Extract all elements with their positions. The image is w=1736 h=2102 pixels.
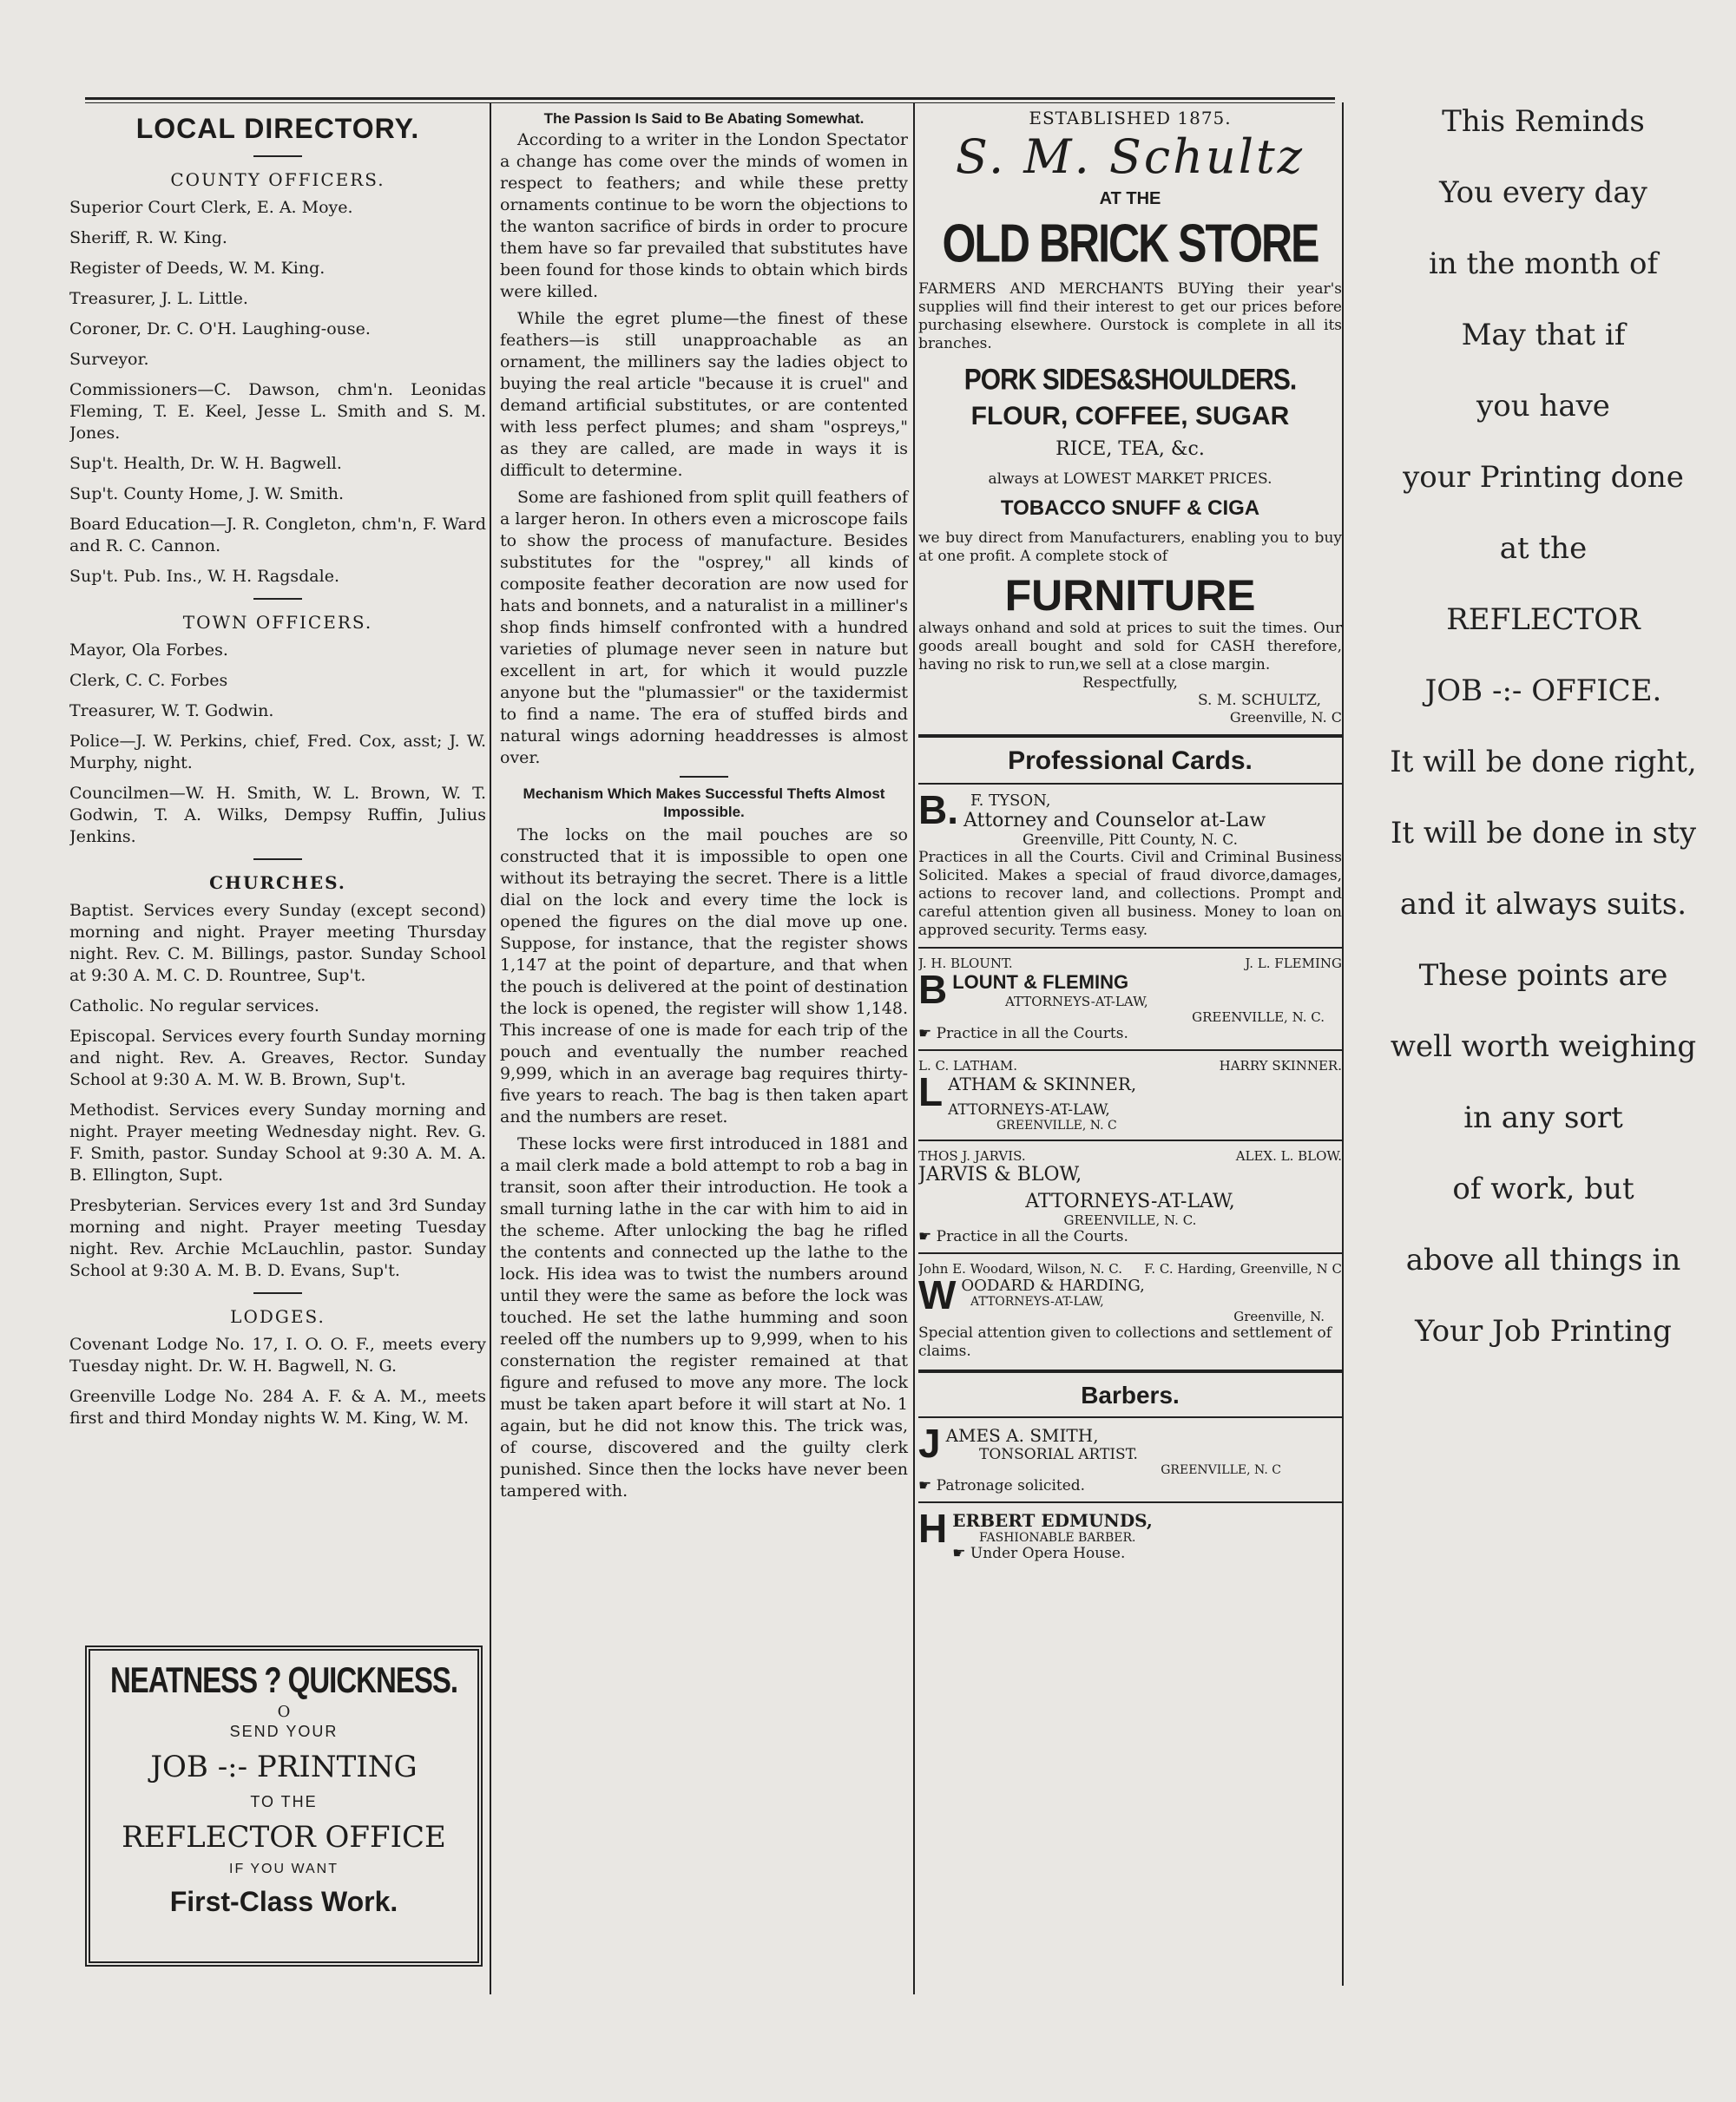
woodard-firm: OODARD & HARDING, bbox=[961, 1277, 1145, 1295]
reflector-reminder-column bbox=[1351, 104, 1736, 1385]
officer-entry: Police—J. W. Perkins, chief, Fred. Cox, asst; J. W. Murphy, night. bbox=[69, 732, 486, 772]
woodard-partner-right: F. C. Harding, Greenville, N C bbox=[1144, 1261, 1342, 1277]
ad-reflector-office: REFLECTOR OFFICE bbox=[122, 1820, 446, 1855]
latham-partner-left: L. C. LATHAM. bbox=[918, 1058, 1017, 1074]
farmers-text: FARMERS AND MERCHANTS BUYing their year's supplies will find their interest to get our prices before purchasing elsewhere. Ourstock is complete in all its branches. bbox=[918, 280, 1342, 352]
tyson-location: Greenville, Pitt County, N. C. bbox=[1022, 831, 1239, 849]
edmunds-title: FASHIONABLE BARBER. bbox=[979, 1531, 1136, 1545]
reminder-line: of work, but bbox=[1452, 1172, 1634, 1206]
church-entry: Catholic. No regular services. bbox=[69, 996, 319, 1015]
jarvis-practice-text: Practice in all the Courts. bbox=[936, 1228, 1128, 1245]
dropcap: L bbox=[918, 1069, 944, 1114]
professional-cards-heading: Professional Cards. bbox=[1008, 746, 1253, 775]
reminder-line: above all things in bbox=[1405, 1243, 1681, 1278]
pork-sides: PORK SIDES&SHOULDERS. bbox=[963, 363, 1297, 397]
lodges-list bbox=[69, 1334, 486, 1429]
latham-firm: ATHAM & SKINNER, bbox=[948, 1074, 1137, 1094]
section-rule bbox=[918, 1049, 1342, 1051]
flour-coffee-sugar: FLOUR, COFFEE, SUGAR bbox=[970, 402, 1290, 430]
old-brick-store: OLD BRICK STORE bbox=[942, 213, 1318, 273]
article-paragraph: These locks were first introduced in 1881 and a mail clerk made a bold attempt to rob a bag in transit, soon after their introduction. He took a small turning lathe in the car with him to aid in the scheme. After unlocking the bag he rifled the contents and connected up the lathe to the lock. His idea was to twist the numbers around until they were the same as before the lock was touched. He set the lathe humming and soon reeled off the numbers up to 9,999, when to his consternation the register remained at that figure and refused to move any more. The lock must be taken apart before it will start at No. 1 again, but he did not know this. The trick was, of course, discovered and the guilty clerk punished. Since then the locks have never been tampered with. bbox=[500, 1134, 908, 1501]
reminder-lines bbox=[1351, 104, 1736, 1349]
edmunds-card bbox=[918, 1506, 1342, 1562]
officer-entry: Commissioners—C. Dawson, chm'n. Leonidas Fleming, T. E. Keel, Jesse L. Smith and S. M. Jones. bbox=[69, 380, 486, 443]
ad-if-you-want: IF YOU WANT bbox=[229, 1862, 339, 1876]
reminder-line: your Printing done bbox=[1403, 460, 1684, 495]
jarvis-firm: JARVIS & BLOW, bbox=[918, 1164, 1082, 1186]
woodard-names bbox=[918, 1261, 1342, 1277]
officer-entry: Mayor, Ola Forbes. bbox=[69, 640, 228, 660]
dropcap: H bbox=[918, 1506, 948, 1551]
woodard-attorneys: ATTORNEYS-AT-LAW, bbox=[970, 1295, 1104, 1309]
reminder-line: May that if bbox=[1461, 318, 1626, 352]
woodard-card bbox=[918, 1261, 1342, 1361]
article-2-body bbox=[496, 824, 911, 1502]
reminder-line: at the bbox=[1499, 531, 1588, 566]
edmunds-location bbox=[918, 1545, 1342, 1562]
church-entry: Methodist. Services every Sunday morning and night. Prayer meeting Wednesday night. Rev. G. F. Smith, pastor. Sunday School at 9:30 A. M. A. B. Ellington, Supt. bbox=[69, 1100, 486, 1185]
dropcap: B bbox=[918, 967, 948, 1012]
divider bbox=[253, 155, 302, 157]
latham-card bbox=[918, 1058, 1342, 1133]
town-officers-list bbox=[69, 640, 486, 848]
blount-location: GREENVILLE, N. C. bbox=[1192, 1009, 1325, 1025]
woodard-text: Special attention given to collections and settlement of claims. bbox=[918, 1324, 1332, 1360]
divider bbox=[253, 858, 302, 860]
buy-direct-text: we buy direct from Manufacturers, enabling you to buy at one profit. A complete stock of bbox=[918, 529, 1342, 565]
column-rule-1 bbox=[490, 102, 491, 1994]
officer-entry: Sup't. Pub. Ins., W. H. Ragsdale. bbox=[69, 567, 339, 586]
reminder-line: It will be done in sty bbox=[1390, 816, 1697, 851]
ad-to-the: TO THE bbox=[250, 1793, 318, 1810]
local-directory-column bbox=[69, 104, 486, 1438]
blount-attorneys: ATTORNEYS-AT-LAW, bbox=[1005, 994, 1148, 1009]
at-the-label: AT THE bbox=[1099, 189, 1161, 208]
tyson-card bbox=[918, 787, 1342, 940]
church-entry: Episcopal. Services every fourth Sunday morning and night. Rev. A. Greaves, Rector. Sunday School at 9:30 A. M. W. B. Brown, Sup't. bbox=[69, 1027, 486, 1089]
section-rule bbox=[918, 734, 1342, 738]
blount-practice bbox=[918, 1025, 1342, 1042]
churches-list bbox=[69, 900, 486, 1282]
jarvis-location: GREENVILLE, N. C. bbox=[1063, 1212, 1197, 1228]
established-line: ESTABLISHED 1875. bbox=[1029, 108, 1232, 128]
jarvis-attorneys: ATTORNEYS-AT-LAW, bbox=[1025, 1191, 1235, 1212]
officer-entry: Sup't. Health, Dr. W. H. Bagwell. bbox=[69, 454, 342, 473]
smith-name: AMES A. SMITH, bbox=[945, 1425, 1099, 1446]
latham-names bbox=[918, 1058, 1342, 1074]
jarvis-names bbox=[918, 1148, 1342, 1164]
advertisements-column bbox=[918, 104, 1342, 1562]
article-paragraph: Some are fashioned from split quill feathers of a larger heron. In others even a microscope fails to show the process of manufacture. Besides substitutes for the "osprey," all kinds of composite feather decoration are now used for hats and bonnets, and a naturalist in a milliner's shop finds himself confronted with a hundred varieties of plumage never seen in nature but excellent in art, for which it would puzzle anyone but the "plumassier" or the taxidermist to find a name. The era of stuffed birds and natural wings adorning headdresses is almost over. bbox=[500, 488, 908, 767]
lodges-heading: LODGES. bbox=[230, 1306, 326, 1327]
dropcap: J bbox=[918, 1421, 941, 1466]
church-entry: Baptist. Services every Sunday (except second) morning and night. Prayer meeting Thursday night. Rev. C. M. Billings, pastor. Sunday School at 9:30 A. M. C. D. Rountree, Sup't. bbox=[69, 901, 486, 985]
divider bbox=[253, 598, 302, 600]
reminder-line: JOB -:- OFFICE. bbox=[1424, 673, 1662, 708]
church-entry: Presbyterian. Services every 1st and 3rd Sunday morning and night. Prayer meeting Tuesday night. Rev. Archie McLauchlin, pastor. Sunday School at 9:30 A. M. B. D. Evans, Sup't. bbox=[69, 1196, 486, 1280]
tobacco-line: TOBACCO SNUFF & CIGA bbox=[1000, 496, 1260, 520]
lowest-prices: always at LOWEST MARKET PRICES. bbox=[988, 470, 1272, 488]
blount-partner-right: J. L. FLEMING bbox=[1245, 956, 1342, 971]
officer-entry: Sheriff, R. W. King. bbox=[69, 228, 227, 247]
section-rule bbox=[918, 1370, 1342, 1373]
latham-location: GREENVILLE, N. C bbox=[996, 1119, 1117, 1133]
section-rule bbox=[918, 947, 1342, 949]
officer-entry: Superior Court Clerk, E. A. Moye. bbox=[69, 198, 353, 217]
section-rule bbox=[918, 1501, 1342, 1503]
section-rule bbox=[918, 1416, 1342, 1418]
tyson-text: Practices in all the Courts. Civil and Criminal Business Solicited. Makes a special of fraud divorce,damages, actions to recover land, and collections. Prompt and careful attention given all business. Money to loan on approved security. Terms easy. bbox=[918, 849, 1342, 939]
section-rule bbox=[918, 1252, 1342, 1254]
county-officers-list bbox=[69, 197, 486, 588]
latham-partner-right: HARRY SKINNER. bbox=[1219, 1058, 1342, 1074]
schultz-location: Greenville, N. C bbox=[1229, 709, 1342, 726]
directory-title: LOCAL DIRECTORY. bbox=[135, 113, 420, 144]
divider bbox=[680, 776, 728, 778]
smith-location: GREENVILLE, N. C bbox=[1161, 1463, 1281, 1477]
officer-entry: Coroner, Dr. C. O'H. Laughing-ouse. bbox=[69, 319, 371, 338]
ad-neatness: NEATNESS ? QUICKNESS. bbox=[109, 1659, 458, 1700]
officer-entry: Sup't. County Home, J. W. Smith. bbox=[69, 484, 345, 503]
reminder-line: Your Job Printing bbox=[1415, 1314, 1672, 1349]
blount-practice-text: Practice in all the Courts. bbox=[936, 1025, 1128, 1042]
reminder-line: well worth weighing bbox=[1390, 1029, 1697, 1064]
smith-patronage-text: Patronage solicited. bbox=[936, 1477, 1086, 1494]
officer-entry: Register of Deeds, W. M. King. bbox=[69, 259, 326, 278]
officer-entry: Treasurer, W. T. Godwin. bbox=[69, 701, 274, 720]
reminder-line: in the month of bbox=[1428, 246, 1659, 281]
reminder-line: REFLECTOR bbox=[1446, 602, 1641, 637]
reminder-line: It will be done right, bbox=[1390, 745, 1697, 779]
reminder-line: you have bbox=[1476, 389, 1610, 424]
schultz-name: S. M. Schultz bbox=[955, 129, 1305, 184]
article-2-headline: Mechanism Which Makes Successful Thefts Almost Impossible. bbox=[523, 785, 885, 820]
edmunds-location-text: Under Opera House. bbox=[970, 1545, 1126, 1562]
jarvis-card bbox=[918, 1148, 1342, 1245]
respectfully: Respectfully, bbox=[1082, 674, 1178, 692]
dropcap: W bbox=[918, 1272, 957, 1317]
churches-heading: CHURCHES. bbox=[209, 872, 346, 893]
reminder-line: and it always suits. bbox=[1399, 887, 1687, 922]
edmunds-name: ERBERT EDMUNDS, bbox=[952, 1510, 1153, 1531]
hand-icon: ☛ bbox=[918, 1228, 937, 1245]
ad-send-your: SEND YOUR bbox=[229, 1723, 339, 1740]
smith-patronage bbox=[918, 1477, 1342, 1494]
top-rule bbox=[85, 97, 1335, 100]
latham-attorneys: ATTORNEYS-AT-LAW, bbox=[948, 1101, 1110, 1119]
blount-names bbox=[918, 956, 1342, 971]
ad-ornament: O bbox=[277, 1703, 291, 1721]
hand-icon: ☛ bbox=[952, 1545, 970, 1562]
ad-job-printing: JOB -:- PRINTING bbox=[150, 1750, 418, 1784]
section-rule bbox=[918, 1140, 1342, 1141]
schultz-signature: S. M. SCHULTZ, bbox=[1197, 692, 1321, 709]
jarvis-practice bbox=[918, 1228, 1342, 1245]
column-rule-3 bbox=[1342, 102, 1344, 1986]
reflector-office-ad bbox=[85, 1645, 483, 1967]
blount-partner-left: J. H. BLOUNT. bbox=[918, 956, 1013, 971]
officer-entry: Treasurer, J. L. Little. bbox=[69, 289, 248, 308]
always-onhand-text: always onhand and sold at prices to suit the times. Our goods areall bought and sold for CASH therefore, having no risk to run,we sell at a close margin. bbox=[918, 620, 1342, 673]
officer-entry: Councilmen—W. H. Smith, W. L. Brown, W. T. Godwin, T. A. Wilks, Dempsy Ruffin, Julius Jenkins. bbox=[69, 784, 486, 846]
lodge-entry: Covenant Lodge No. 17, I. O. O. F., meets every Tuesday night. Dr. W. H. Bagwell, N. G. bbox=[69, 1335, 486, 1376]
section-rule bbox=[918, 783, 1342, 785]
article-paragraph: While the egret plume—the finest of these feathers—is still unapproachable as an ornament, the milliners say the ladies object to buying the real article "because it is cruel" and demand artificial substitutes, or are contented with less perfect plumes; and sham "ospreys," as they are called, are made in ways it is difficult to determine. bbox=[500, 309, 908, 480]
woodard-location: Greenville, N. bbox=[1233, 1309, 1325, 1324]
furniture-line: FURNITURE bbox=[1004, 571, 1256, 620]
jarvis-partner-left: THOS J. JARVIS. bbox=[918, 1148, 1026, 1164]
officer-entry: Surveyor. bbox=[69, 350, 149, 369]
town-officers-heading: TOWN OFFICERS. bbox=[182, 612, 373, 633]
blount-card bbox=[918, 956, 1342, 1042]
column-rule-2 bbox=[913, 102, 915, 1994]
blount-firm: LOUNT & FLEMING bbox=[952, 971, 1129, 993]
reminder-line: These points are bbox=[1418, 958, 1668, 993]
article-paragraph: The locks on the mail pouches are so constructed that it is impossible to open one without its betraying the secret. There is a little dial on the lock and every time the lock is opened the figures on the dial move up one. Suppose, for instance, that the register shows 1,147 at the point of departure, and that when the pouch is delivered at the point of destination the lock is opened, the register will show 1,148. This increase of one is made for each trip of the pouch and eventually the number reached 9,999, which in an average bag requires thirty-five years to reach. The bag is then taken apart and the numbers are reset. bbox=[500, 825, 908, 1127]
article-1-headline: The Passion Is Said to Be Abating Somewhat. bbox=[543, 110, 865, 127]
hand-icon: ☛ bbox=[918, 1025, 937, 1042]
tyson-title: Attorney and Counselor at-Law bbox=[963, 810, 1266, 831]
top-rule-thin bbox=[85, 102, 1335, 103]
article-paragraph: According to a writer in the London Spectator a change has come over the minds of women in respect to feathers; and while these pretty ornaments continue to be worn the objections to the wanton sacrifice of birds in order to procure them have so far prevailed that substitutes have been found for those kinds to obtain which birds were killed. bbox=[500, 130, 908, 301]
ad-first-class-work: First-Class Work. bbox=[169, 1886, 398, 1917]
officer-entry: Clerk, C. C. Forbes bbox=[69, 671, 228, 690]
barbers-heading: Barbers. bbox=[1081, 1382, 1180, 1409]
dropcap: B. bbox=[918, 787, 958, 832]
reminder-line: in any sort bbox=[1463, 1100, 1623, 1135]
lodge-entry: Greenville Lodge No. 284 A. F. & A. M., meets first and third Monday nights W. M. King, W. M. bbox=[69, 1387, 486, 1428]
articles-column bbox=[496, 104, 911, 1502]
reminder-line: This Reminds bbox=[1442, 104, 1645, 139]
officer-entry: Board Education—J. R. Congleton, chm'n, F. Ward and R. C. Cannon. bbox=[69, 515, 486, 555]
reminder-line: You every day bbox=[1439, 175, 1647, 210]
rice-tea: RICE, TEA, &c. bbox=[1055, 438, 1205, 460]
hand-icon: ☛ bbox=[918, 1477, 937, 1494]
article-1-body bbox=[496, 129, 911, 769]
tyson-name: F. TYSON, bbox=[970, 792, 1051, 810]
smith-card bbox=[918, 1421, 1342, 1494]
divider bbox=[253, 1292, 302, 1294]
county-officers-heading: COUNTY OFFICERS. bbox=[170, 169, 385, 190]
woodard-partner-left: John E. Woodard, Wilson, N. C. bbox=[918, 1261, 1123, 1277]
jarvis-partner-right: ALEX. L. BLOW. bbox=[1235, 1148, 1342, 1164]
smith-title: TONSORIAL ARTIST. bbox=[979, 1446, 1138, 1463]
